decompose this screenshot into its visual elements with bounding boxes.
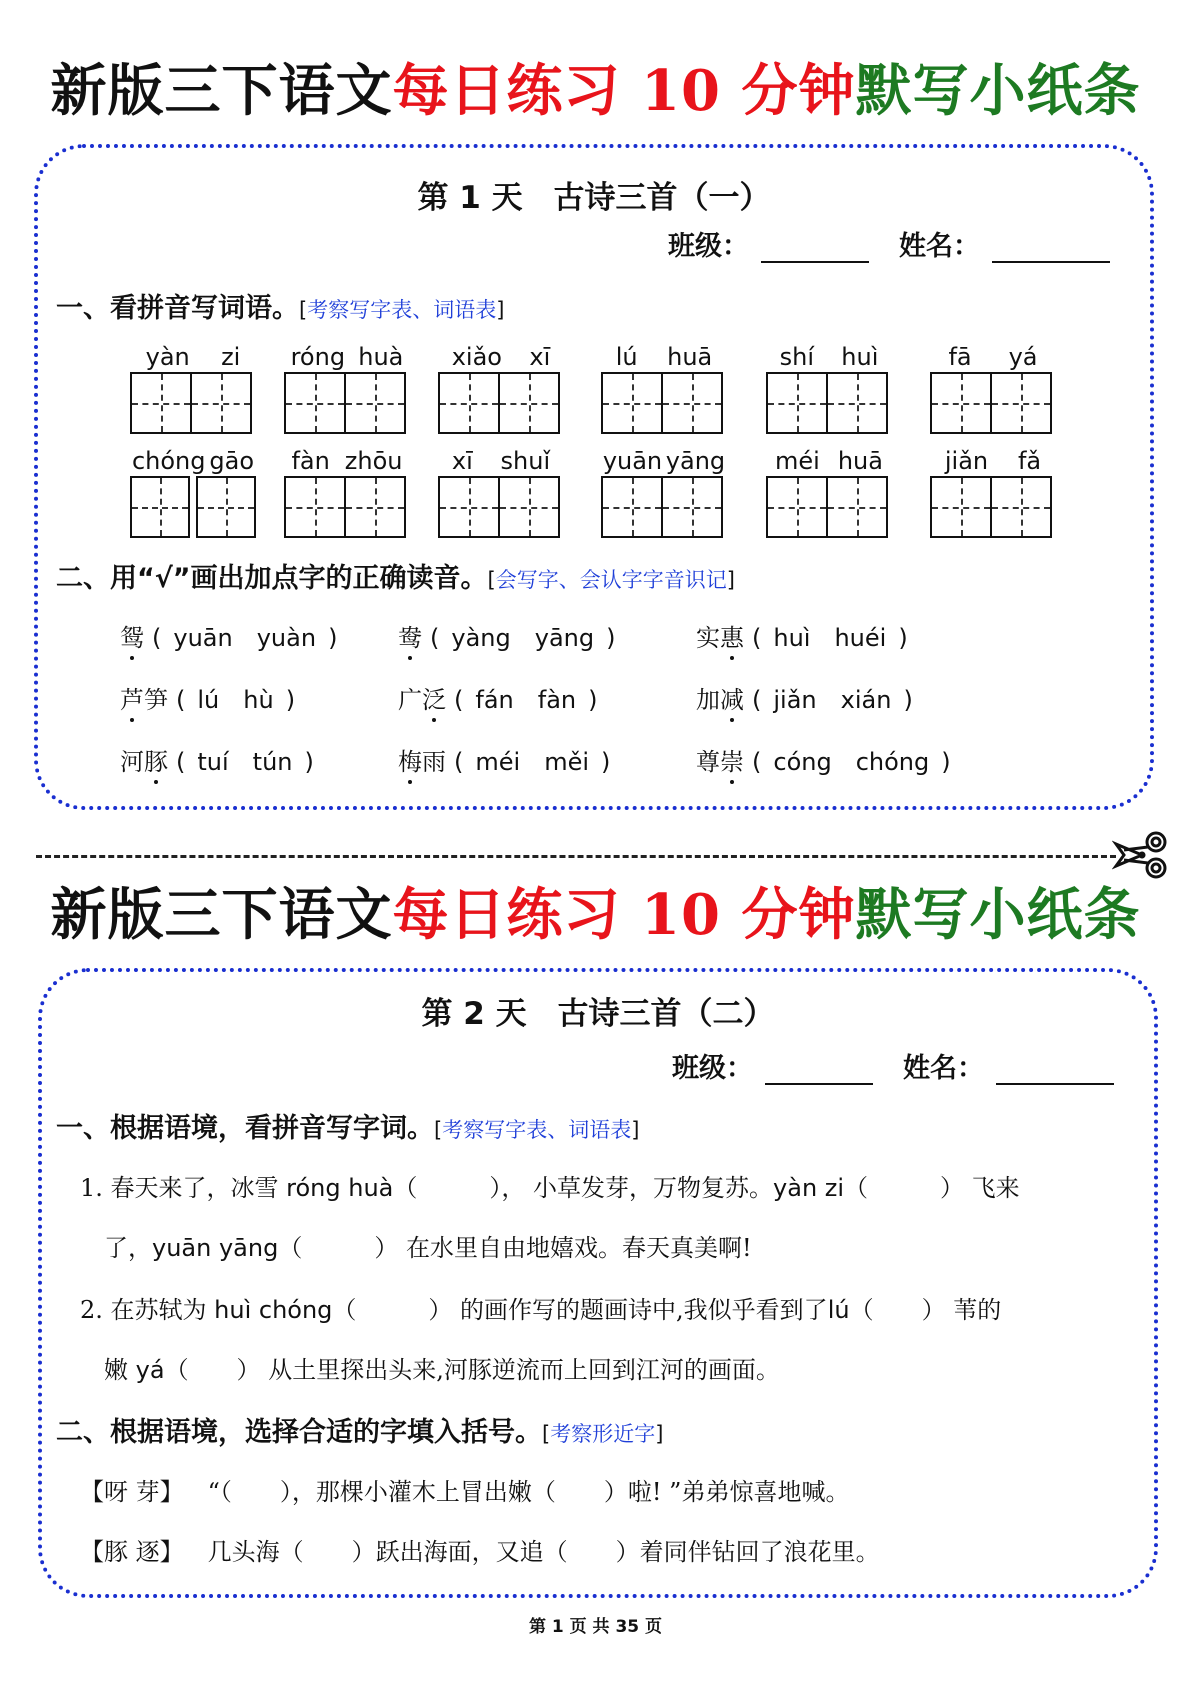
day1-day-label: 第 1 天 [417,180,523,216]
pinyin-grid-group: lú huā [601,342,727,434]
day1-title [38,172,1150,217]
reading-option[interactable]: jiǎn [773,686,817,714]
writing-cell[interactable] [826,476,888,538]
reading-option[interactable]: méi [475,748,521,776]
class-label: 班级： [668,231,749,262]
section-title: 二、用“√”画出加点字的正确读音。 [56,563,488,594]
reading-option[interactable]: huéi [834,624,887,652]
reading-option[interactable]: yàng [451,624,511,652]
name-blank[interactable] [996,1059,1114,1085]
writing-cell[interactable] [930,372,992,434]
day2-class-name-row [672,1046,1114,1085]
page-banner-1 [0,56,1191,126]
day2-card [38,968,1158,1598]
section-title: 二、根据语境，选择合适的字填入括号。 [56,1417,542,1448]
page-banner-2 [0,880,1191,950]
reading-item: 尊崇 ( cóng chóng ) [696,748,951,776]
writing-cell[interactable] [438,476,500,538]
question-2-line-2: 嫩 yá（ ） 从土里探出头来,河豚逆流而上回到江河的画面。 [104,1350,780,1385]
reading-option[interactable]: měi [544,748,589,776]
section-title: 一、根据语境，看拼音写字词。 [56,1113,434,1144]
choice-row-1: 【呀 芽】 “（ ），那棵小灌木上冒出嫩（ ）啦! ”弟弟惊喜地喊。 [80,1478,850,1506]
writing-cell[interactable] [661,476,723,538]
reading-option[interactable]: hù [243,686,274,714]
pinyin-grid-group: jiǎn fǎ [930,446,1056,538]
reading-option[interactable]: yuān [173,624,233,652]
writing-cell[interactable] [284,476,346,538]
writing-cell[interactable] [190,372,252,434]
reading-option[interactable]: cóng [773,748,832,776]
answer-blank[interactable]: （ ） 苇的 [849,1296,1002,1324]
pinyin-grid-group: róng huà [284,342,410,434]
writing-cell[interactable] [498,476,560,538]
reading-item: 梅雨 ( méi měi ) [398,748,611,776]
pinyin-grid-group: xiǎo xī [438,342,564,434]
scissors-icon [1112,830,1172,880]
reading-option[interactable]: tún [252,748,293,776]
banner-part3: 默写小纸条 [855,882,1141,948]
pinyin-grid-group: chóng gāo [130,446,256,538]
section-note: [会写字、会认字字音识记] [487,568,735,592]
reading-option[interactable]: xián [840,686,892,714]
writing-cell[interactable] [601,476,663,538]
writing-cell[interactable] [766,372,828,434]
answer-blank[interactable]: （ ）， 小草发芽，万物复苏。 [393,1174,774,1202]
section-note: [考察形近字] [542,1422,664,1446]
pinyin-grid-group: yuān yāng [601,446,727,538]
reading-item: 实惠 ( huì huéi ) [696,624,908,652]
writing-cell[interactable] [498,372,560,434]
day1-section1-heading [56,286,504,325]
banner-part2: 每日练习 10 分钟 [392,58,856,124]
writing-cell[interactable] [438,372,500,434]
pinyin-grid-group: shí huì [766,342,892,434]
class-blank[interactable] [765,1059,873,1085]
writing-cell[interactable] [130,372,192,434]
section-note: [考察写字表、词语表] [299,298,505,322]
reading-item: 芦笋 ( lú hù ) [120,686,296,714]
pinyin-grid-group: méi huā [766,446,892,538]
day2-lesson-title: 古诗三首（二） [557,996,775,1032]
name-blank[interactable] [992,237,1110,263]
choice-row-2: 【豚 逐】 几头海（ ）跃出海面，又追（ ）着同伴钻回了浪花里。 [80,1538,880,1566]
day1-card [34,144,1154,810]
writing-cell[interactable] [930,476,992,538]
reading-item: 河豚 ( tuí tún ) [120,748,314,776]
banner-part1: 新版三下语文 [50,58,393,124]
pinyin-grid-group: fàn zhōu [284,446,410,538]
reading-option[interactable]: fàn [537,686,577,714]
class-blank[interactable] [761,237,869,263]
cut-line-divider [36,855,1116,858]
pinyin-grid-group: xī shuǐ [438,446,564,538]
pinyin-grid-group: yàn zi [130,342,256,434]
reading-option[interactable]: huì [773,624,811,652]
day2-section2-heading [56,1410,663,1449]
question-1-line-1: 1. 春天来了，冰雪 róng huà（ ）， 小草发芽，万物复苏。yàn zi（ ） 飞来 [80,1168,1020,1203]
day1-lesson-title: 古诗三首（一） [553,180,771,216]
reading-item: 鸯 ( yàng yāng ) [398,624,616,652]
writing-cell[interactable] [196,476,256,538]
reading-option[interactable]: yuàn [256,624,317,652]
banner-part2: 每日练习 10 分钟 [392,882,856,948]
reading-item: 加减 ( jiǎn xián ) [696,686,913,714]
writing-cell[interactable] [826,372,888,434]
writing-cell[interactable] [990,372,1052,434]
banner-part3: 默写小纸条 [855,58,1141,124]
answer-blank[interactable]: （ ） 飞来 [844,1174,1020,1202]
reading-option[interactable]: fán [475,686,514,714]
reading-item: 广泛 ( fán fàn ) [398,686,598,714]
day1-class-name-row [668,224,1110,263]
writing-cell[interactable] [990,476,1052,538]
writing-cell[interactable] [344,372,406,434]
pinyin-grid-group: fā yá [930,342,1056,434]
writing-cell[interactable] [344,476,406,538]
writing-cell[interactable] [661,372,723,434]
page-number: 第 1 页 共 35 页 [528,1617,663,1637]
name-label: 姓名： [903,1053,984,1084]
reading-item: 鸳 ( yuān yuàn ) [120,624,338,652]
section-note: [考察写字表、词语表] [434,1118,640,1142]
choice-sentence[interactable]: “（ ），那棵小灌木上冒出嫩（ ）啦! ”弟弟惊喜地喊。 [207,1478,850,1506]
reading-option[interactable]: tuí [197,748,229,776]
reading-option[interactable]: lú [197,686,220,714]
day2-title [42,988,1154,1033]
name-label: 姓名： [899,231,980,262]
day1-section2-heading [56,556,735,595]
reading-option[interactable]: yāng [534,624,595,652]
reading-option[interactable]: chóng [855,748,930,776]
question-2-line-1: 2. 在苏轼为 huì chóng（ ） 的画作写的题画诗中,我似乎看到了lú（ ） 苇的 [80,1290,1001,1325]
question-1-line-2: 了，yuān yāng（ ） 在水里自由地嬉戏。春天真美啊! [104,1228,752,1263]
writing-cell[interactable] [601,372,663,434]
banner-part1: 新版三下语文 [50,882,393,948]
answer-blank[interactable]: （ ） 的画作写的题画诗中,我似乎看到了 [332,1296,828,1324]
day2-section1-heading [56,1106,639,1145]
class-label: 班级： [672,1053,753,1084]
section-title: 一、看拼音写词语。 [56,293,299,324]
writing-cell[interactable] [284,372,346,434]
writing-cell[interactable] [130,476,190,538]
choice-sentence[interactable]: 几头海（ ）跃出海面，又追（ ）着同伴钻回了浪花里。 [207,1538,880,1566]
day2-day-label: 第 2 天 [421,996,527,1032]
answer-blank[interactable]: （ ） 在水里自由地嬉戏。春天真美啊! [278,1234,752,1262]
writing-cell[interactable] [766,476,828,538]
answer-blank[interactable]: （ ） 从土里探出头来,河豚逆流而上回到江河的画面。 [164,1356,780,1384]
